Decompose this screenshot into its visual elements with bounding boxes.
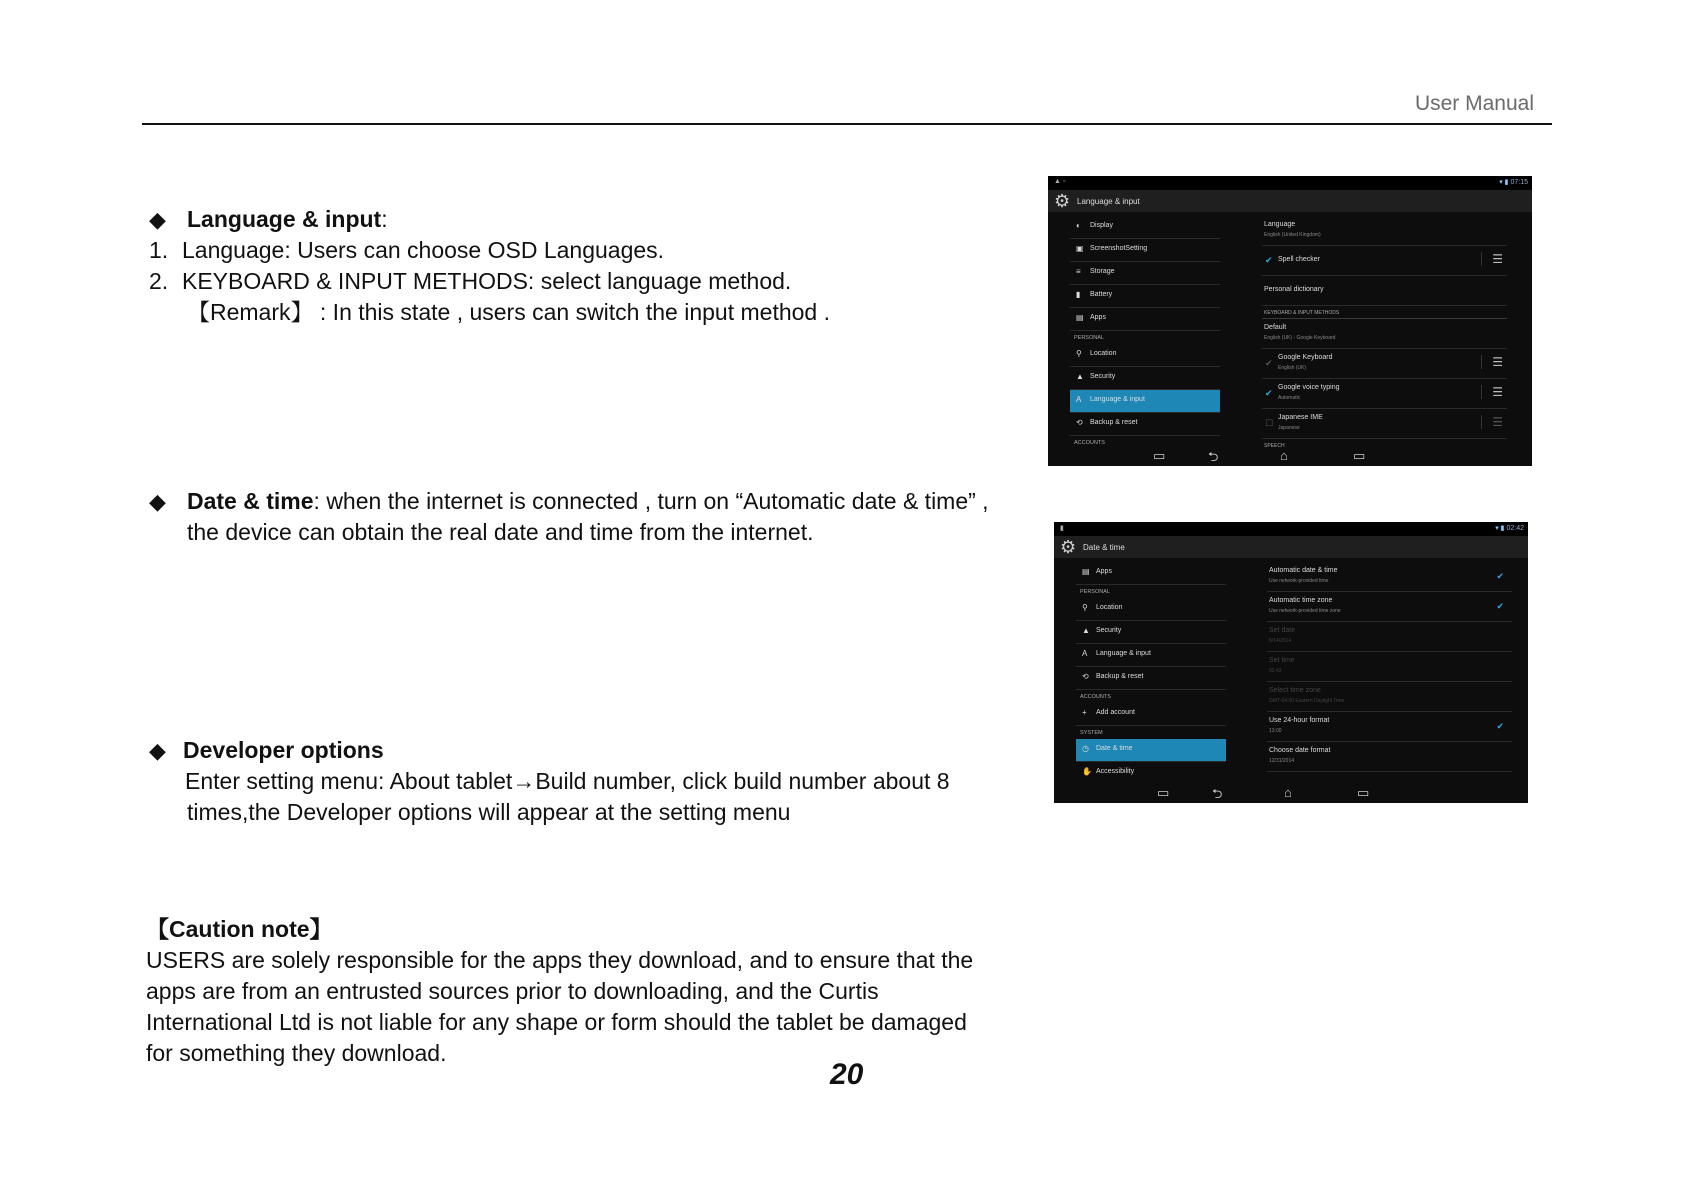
caution-text-2: apps are from an entrusted sources prior to downloading, and the Curtis bbox=[146, 978, 879, 1004]
set-date-setting bbox=[1267, 622, 1512, 652]
choose-date-format-setting[interactable] bbox=[1267, 742, 1512, 772]
japanese-ime-setting[interactable] bbox=[1262, 409, 1507, 439]
backup-icon: ⟲ bbox=[1076, 418, 1083, 427]
language-setting[interactable] bbox=[1262, 216, 1507, 246]
lock-icon: ▲ bbox=[1076, 372, 1084, 381]
setting-title: Set time bbox=[1269, 657, 1295, 664]
settings-gear-icon: ⚙ bbox=[1060, 537, 1077, 557]
language-icon: A bbox=[1082, 649, 1088, 658]
menu-item-battery[interactable] bbox=[1070, 285, 1220, 308]
language-input-screenshot bbox=[1048, 176, 1532, 466]
setting-title: Set date bbox=[1269, 627, 1296, 634]
home-icon[interactable]: ⌂ bbox=[1284, 785, 1292, 800]
menu-item-label: Storage bbox=[1090, 268, 1115, 275]
language-heading: Language & input bbox=[187, 206, 382, 232]
hand-icon: ✋ bbox=[1082, 767, 1092, 776]
menu-header-personal: PERSONAL bbox=[1080, 589, 1110, 595]
menu-item-backup-reset[interactable] bbox=[1070, 413, 1220, 436]
developer-text-1: Enter setting menu: About tablet→Build number, click build number about 8 bbox=[185, 768, 950, 794]
page-number: 20 bbox=[830, 1058, 864, 1091]
developer-heading: Developer options bbox=[183, 737, 384, 763]
language-item-2: KEYBOARD & INPUT METHODS: select language method. bbox=[182, 268, 792, 294]
bullet-icon: ◆ bbox=[149, 738, 166, 763]
date-time-heading: Date & time bbox=[187, 488, 314, 514]
developer-section bbox=[149, 735, 1049, 828]
screenshot-icon: ▣ bbox=[1076, 244, 1084, 253]
caution-text-4: for something they download. bbox=[146, 1040, 447, 1066]
nav-bar bbox=[1054, 783, 1528, 803]
setting-title: Spell checker bbox=[1278, 256, 1321, 263]
menu-item-apps[interactable] bbox=[1070, 308, 1220, 331]
menu-item-label: Backup & reset bbox=[1096, 673, 1144, 680]
menu-item-language-input[interactable] bbox=[1070, 390, 1220, 413]
screenshot-icon[interactable]: ▭ bbox=[1157, 785, 1170, 800]
action-bar bbox=[1048, 190, 1532, 212]
setting-subtitle: English (UK) bbox=[1278, 365, 1307, 371]
menu-item-label: Backup & reset bbox=[1090, 419, 1138, 426]
automatic-time-zone-setting[interactable] bbox=[1267, 592, 1512, 622]
list-number: 2. bbox=[149, 268, 169, 294]
menu-item-security[interactable] bbox=[1076, 621, 1226, 644]
date-time-text: : when the internet is connected , turn on “Automatic date & time” , bbox=[313, 488, 989, 514]
menu-item-label: Location bbox=[1096, 604, 1123, 611]
action-bar bbox=[1054, 536, 1528, 558]
use-24-hour-setting[interactable] bbox=[1267, 712, 1512, 742]
status-bar bbox=[1048, 176, 1532, 190]
google-keyboard-setting[interactable] bbox=[1262, 349, 1507, 379]
menu-item-storage[interactable] bbox=[1070, 262, 1220, 285]
checkbox-icon[interactable]: ☐ bbox=[1265, 418, 1274, 428]
default-keyboard-setting[interactable] bbox=[1262, 319, 1507, 349]
settings-tune-icon[interactable]: ☰ bbox=[1481, 355, 1503, 369]
menu-item-label: ScreenshotSetting bbox=[1090, 245, 1148, 252]
menu-item-label: Language & input bbox=[1090, 396, 1145, 403]
menu-item-label: Location bbox=[1090, 350, 1117, 357]
recent-apps-icon[interactable]: ▭ bbox=[1357, 785, 1370, 800]
settings-gear-icon: ⚙ bbox=[1054, 191, 1071, 211]
settings-tune-icon[interactable]: ☰ bbox=[1481, 415, 1503, 429]
setting-subtitle: GMT-04:00 Eastern Daylight Time bbox=[1269, 698, 1345, 704]
caution-heading: 【Caution note】 bbox=[146, 916, 333, 942]
setting-title: Choose date format bbox=[1269, 747, 1331, 754]
settings-tune-icon[interactable]: ☰ bbox=[1481, 252, 1503, 266]
language-item-1: Language: Users can choose OSD Languages. bbox=[182, 237, 665, 263]
menu-item-location[interactable] bbox=[1070, 344, 1220, 367]
nav-bar bbox=[1048, 446, 1532, 466]
caution-section bbox=[146, 914, 1066, 1069]
date-time-settings-pane bbox=[1267, 562, 1512, 772]
setting-subtitle: 12/31/2014 bbox=[1269, 758, 1295, 764]
storage-icon: ≡ bbox=[1076, 267, 1081, 276]
notification-icon: ▮ bbox=[1060, 525, 1064, 532]
menu-item-label: Date & time bbox=[1096, 745, 1133, 752]
menu-item-screenshot-setting[interactable] bbox=[1070, 239, 1220, 262]
notification-icon: ▲ ▫ bbox=[1054, 178, 1066, 185]
settings-menu bbox=[1070, 216, 1220, 449]
menu-header-personal: PERSONAL bbox=[1074, 335, 1104, 341]
menu-item-label: Battery bbox=[1090, 291, 1113, 298]
setting-subtitle: 13:00 bbox=[1269, 728, 1282, 734]
setting-title: Google voice typing bbox=[1278, 384, 1340, 391]
menu-item-add-account[interactable] bbox=[1076, 703, 1226, 726]
setting-subtitle: English (UK) - Google Keyboard bbox=[1264, 335, 1336, 341]
menu-item-apps[interactable] bbox=[1076, 562, 1226, 585]
setting-title: Language bbox=[1264, 221, 1296, 228]
apps-icon: ▤ bbox=[1076, 313, 1084, 322]
developer-text-2: times,the Developer options will appear at the setting menu bbox=[187, 799, 791, 825]
date-time-screenshot bbox=[1054, 522, 1528, 803]
setting-subtitle: Automatic bbox=[1278, 395, 1301, 401]
speech-header: SPEECH bbox=[1264, 443, 1285, 449]
bullet-icon: ◆ bbox=[149, 207, 166, 232]
language-heading-colon: : bbox=[381, 206, 388, 232]
setting-subtitle: 02:42 bbox=[1269, 668, 1282, 674]
checkmark-icon[interactable]: ✔ bbox=[1265, 255, 1273, 265]
battery-icon: ▮ bbox=[1076, 290, 1081, 299]
set-time-setting bbox=[1267, 652, 1512, 682]
setting-subtitle: Use network-provided time zone bbox=[1269, 608, 1341, 614]
menu-item-label: Security bbox=[1090, 373, 1116, 380]
backup-icon: ⟲ bbox=[1082, 672, 1089, 681]
action-bar-title: Language & input bbox=[1077, 197, 1140, 206]
back-icon[interactable]: ⮌ bbox=[1208, 449, 1219, 464]
menu-item-backup-reset[interactable] bbox=[1076, 667, 1226, 690]
menu-header-accounts: ACCOUNTS bbox=[1074, 440, 1105, 446]
lock-icon: ▲ bbox=[1082, 626, 1090, 635]
settings-menu bbox=[1076, 562, 1226, 784]
checkmark-icon[interactable]: ✔ bbox=[1496, 601, 1504, 611]
menu-item-security[interactable] bbox=[1070, 367, 1220, 390]
checkmark-icon[interactable]: ✔ bbox=[1496, 571, 1504, 581]
back-icon[interactable]: ⮌ bbox=[1212, 786, 1223, 801]
menu-item-accessibility[interactable] bbox=[1076, 762, 1226, 784]
date-time-section bbox=[149, 486, 1049, 548]
remark-text: 【Remark】 : In this state , users can switch the input method . bbox=[187, 299, 830, 325]
clock-icon: ◷ bbox=[1082, 744, 1089, 753]
menu-item-date-time[interactable] bbox=[1076, 739, 1226, 762]
caution-text-3: International Ltd is not liable for any shape or form should the tablet be damaged bbox=[146, 1009, 967, 1035]
setting-subtitle: English (United Kingdom) bbox=[1264, 232, 1321, 238]
screenshot-icon[interactable]: ▭ bbox=[1153, 448, 1166, 463]
menu-header-accounts: ACCOUNTS bbox=[1080, 694, 1111, 700]
setting-title: Automatic date & time bbox=[1269, 567, 1338, 574]
keyboard-header: KEYBOARD & INPUT METHODS bbox=[1262, 306, 1507, 319]
checkmark-icon[interactable]: ✔ bbox=[1496, 721, 1504, 731]
checkmark-icon[interactable]: ✔ bbox=[1265, 358, 1273, 368]
recent-apps-icon[interactable]: ▭ bbox=[1353, 448, 1366, 463]
language-icon: A bbox=[1076, 395, 1082, 404]
select-time-zone-setting bbox=[1267, 682, 1512, 712]
menu-item-label: Display bbox=[1090, 222, 1113, 229]
menu-item-label: Security bbox=[1096, 627, 1122, 634]
setting-title: Japanese IME bbox=[1278, 414, 1323, 421]
spell-checker-setting[interactable] bbox=[1262, 246, 1507, 276]
header-rule bbox=[142, 123, 1552, 125]
setting-title: Select time zone bbox=[1269, 687, 1321, 694]
caution-text-1: USERS are solely responsible for the apps they download, and to ensure that the bbox=[146, 947, 974, 973]
menu-item-label: Language & input bbox=[1096, 650, 1151, 657]
checkmark-icon[interactable]: ✔ bbox=[1265, 388, 1273, 398]
menu-item-location[interactable] bbox=[1076, 598, 1226, 621]
menu-item-language-input[interactable] bbox=[1076, 644, 1226, 667]
add-icon: + bbox=[1082, 708, 1087, 717]
bullet-icon: ◆ bbox=[149, 489, 166, 514]
setting-title: Default bbox=[1264, 324, 1287, 331]
menu-item-label: Apps bbox=[1096, 568, 1112, 575]
language-settings-pane bbox=[1262, 216, 1507, 452]
menu-item-label: Accessibility bbox=[1096, 768, 1135, 775]
menu-item-label: Apps bbox=[1090, 314, 1106, 321]
setting-title: Use 24-hour format bbox=[1269, 717, 1330, 724]
location-icon: ⚲ bbox=[1076, 349, 1082, 358]
display-icon: ◐ bbox=[1076, 221, 1081, 230]
action-bar-title: Date & time bbox=[1083, 543, 1125, 552]
settings-tune-icon[interactable]: ☰ bbox=[1481, 385, 1503, 399]
menu-item-display[interactable] bbox=[1070, 216, 1220, 239]
location-icon: ⚲ bbox=[1082, 603, 1088, 612]
automatic-date-time-setting[interactable] bbox=[1267, 562, 1512, 592]
list-number: 1. bbox=[149, 237, 169, 263]
setting-title: Automatic time zone bbox=[1269, 597, 1333, 604]
setting-subtitle: Japanese bbox=[1278, 425, 1300, 431]
setting-subtitle: 6/14/2014 bbox=[1269, 638, 1292, 644]
header-title: User Manual bbox=[1414, 92, 1534, 115]
setting-title: Personal dictionary bbox=[1264, 286, 1324, 293]
menu-header-system: SYSTEM bbox=[1080, 730, 1103, 736]
status-time: ▾ ▮ 02:42 bbox=[1495, 525, 1524, 532]
status-time: ▾ ▮ 07:15 bbox=[1499, 179, 1528, 186]
personal-dictionary-setting[interactable] bbox=[1262, 276, 1507, 306]
setting-title: Google Keyboard bbox=[1278, 354, 1333, 361]
home-icon[interactable]: ⌂ bbox=[1280, 448, 1288, 463]
apps-icon: ▤ bbox=[1082, 567, 1090, 576]
language-section bbox=[149, 204, 1009, 328]
setting-subtitle: Use network-provided time bbox=[1269, 578, 1329, 584]
google-voice-setting[interactable] bbox=[1262, 379, 1507, 409]
status-bar bbox=[1054, 522, 1528, 536]
menu-item-label: Add account bbox=[1096, 709, 1135, 716]
date-time-text-2: the device can obtain the real date and time from the internet. bbox=[187, 519, 814, 545]
